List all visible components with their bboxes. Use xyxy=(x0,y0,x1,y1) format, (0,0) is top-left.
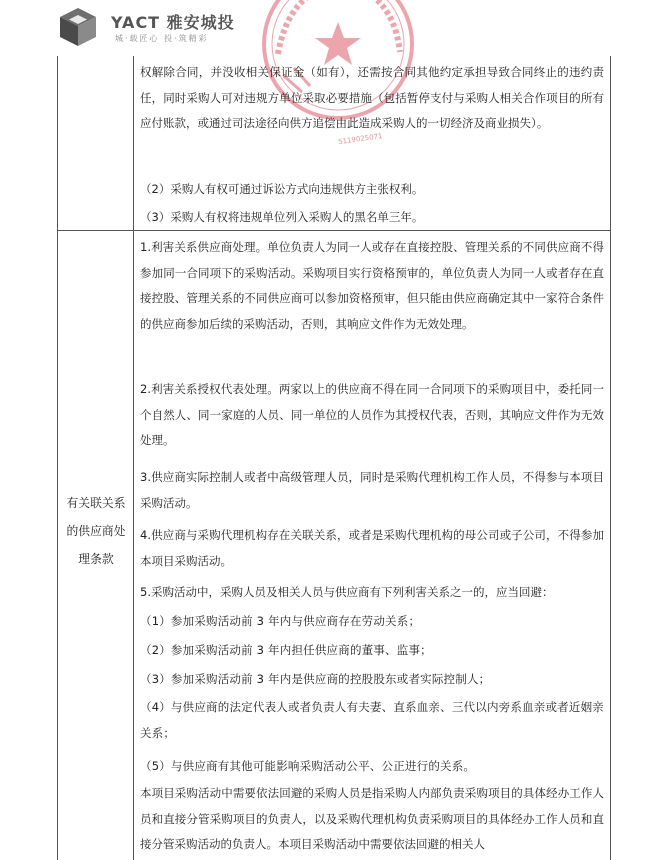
document-table xyxy=(57,56,611,860)
logo-slogan: 城·载匠心 投·筑精彩 xyxy=(115,34,209,43)
paragraph-litigation-right: （2）采购人有权可通过诉讼方式向违规供方主张权利。 xyxy=(140,182,424,196)
content-cell xyxy=(134,56,610,230)
paragraph-clause-4: 4.供应商与采购代理机构存在关联关系，或者是采购代理机构的母公司或子公司，不得参加本项目采购活动。 xyxy=(140,528,604,568)
paragraph-subclause-2: （2）参加采购活动前 3 年内担任供应商的董事、监事； xyxy=(140,643,432,657)
table-row xyxy=(58,231,610,860)
paragraph-clause-5: 5.采购活动中，采购人员及相关人员与供应商有下列利害关系之一的，应当回避： xyxy=(140,585,554,599)
paragraph-clause-1: 1.利害关系供应商处理。单位负责人为同一人或存在直接控股、管理关系的不同供应商不得参加同一合同项下的采购活动。采购项目实行资格预审的，单位负责人为同一人或者存在直接控股、管理关系的不同供应商可以参加资格预审，但只能由供应商确定其中一家符合条件的供应商参加后续的采购活动，否则，其响应文件作为无效处理。 xyxy=(140,240,604,331)
company-logo xyxy=(57,6,277,46)
paragraph-blacklist: （3）采购人有权将违规单位列入采购人的黑名单三年。 xyxy=(140,210,424,224)
seal-number: 5119025071 xyxy=(337,132,383,147)
cube-logo-icon xyxy=(57,6,99,48)
paragraph-subclause-4: （4）与供应商的法定代表人或者负责人有夫妻、直系血亲、三代以内旁系血亲或者近姻亲关系； xyxy=(140,700,604,740)
paragraph-avoidance-persons: 本项目采购活动中需要依法回避的采购人员是指采购人内部负责采购项目的具体经办工作人员和直接分管采购项目的负责人，以及采购代理机构负责采购项目的具体经办工作人员和直接分管采购活动的负责人。本项目采购活动中需要依法回避的相关人 xyxy=(140,786,604,851)
row-label: 有关联关系的供应商处理条款 xyxy=(66,496,126,566)
paragraph-subclause-3: （3）参加采购活动前 3 年内是供应商的控股股东或者实际控制人； xyxy=(140,672,491,686)
paragraph-breach-penalty: 权解除合同，并没收相关保证金（如有），还需按合同其他约定承担导致合同终止的违约责任，同时采购人可对违规方单位采取必要措施（包括暂停支付与采购人相关合作项目的所有应付账款，或通过司法途径向供方追偿由此造成采购人的一切经济及商业损失）。 xyxy=(140,65,604,130)
logo-title: YACT 雅安城投 xyxy=(111,13,235,32)
paragraph-clause-2: 2.利害关系授权代表处理。两家以上的供应商不得在同一合同项下的采购项目中，委托同一个自然人、同一家庭的人员、同一单位的人员作为其授权代表，否则，其响应文件作为无效处理。 xyxy=(140,382,604,447)
table-row xyxy=(58,56,610,231)
paragraph-clause-3: 3.供应商实际控制人或者中高级管理人员，同时是采购代理机构工作人员，不得参与本项目采购活动。 xyxy=(140,470,604,510)
label-cell-empty xyxy=(58,56,134,230)
paragraph-subclause-5: （5）与供应商有其他可能影响采购活动公平、公正进行的关系。 xyxy=(140,759,476,773)
paragraph-subclause-1: （1）参加采购活动前 3 年内与供应商存在劳动关系； xyxy=(140,614,421,628)
content-cell xyxy=(134,231,610,860)
label-cell xyxy=(58,231,134,860)
